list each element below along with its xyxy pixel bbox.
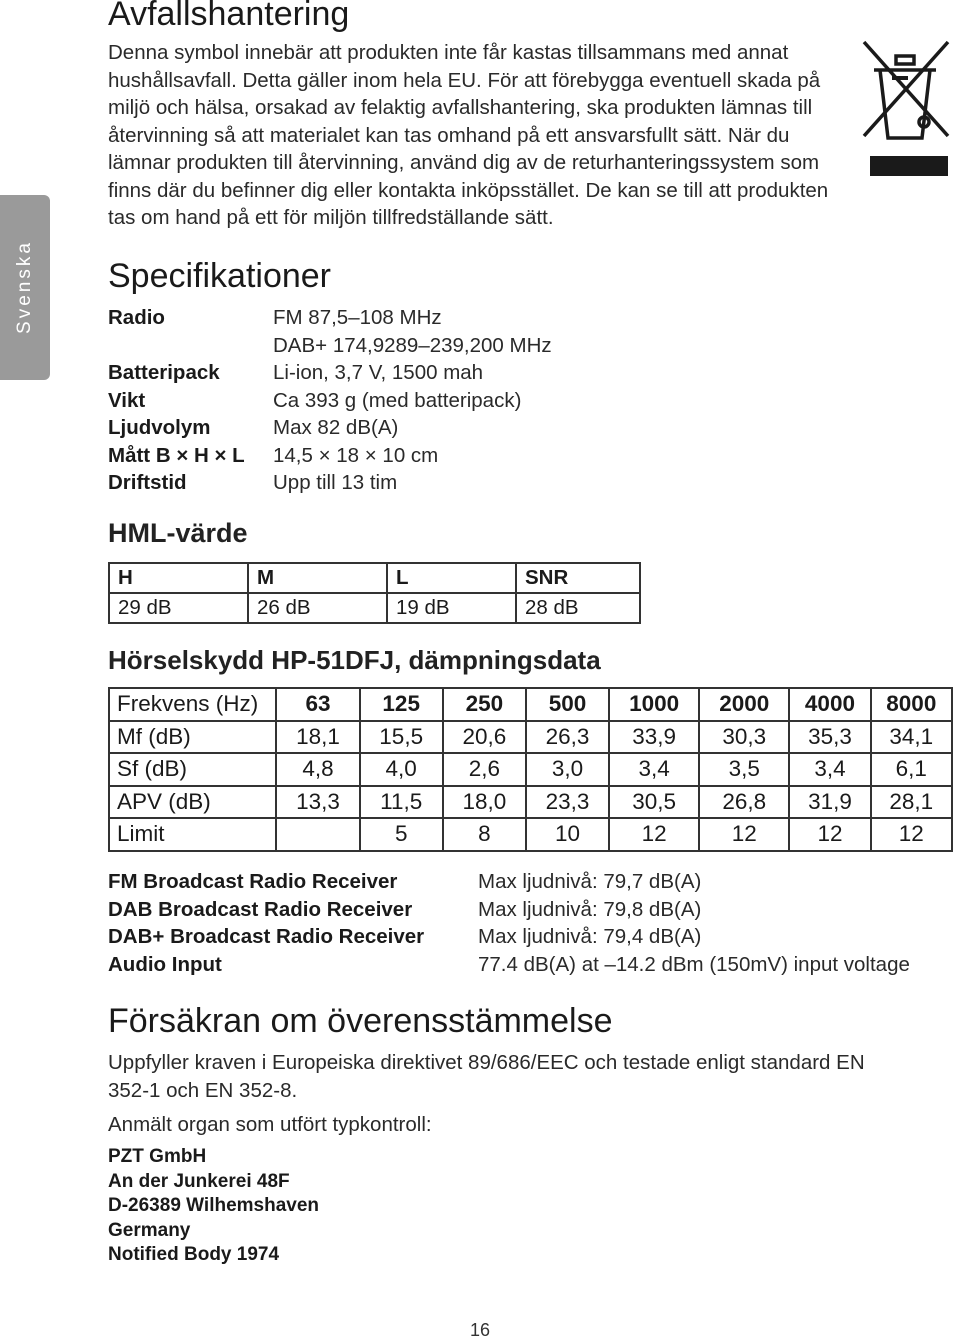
waste-heading: Avfallshantering [108, 0, 350, 33]
spec-key: Batteripack [108, 361, 220, 384]
receiver-key: FM Broadcast Radio Receiver [108, 870, 398, 893]
spec-value: 14,5 × 18 × 10 cm [273, 443, 439, 467]
spec-row [108, 442, 552, 470]
spec-row [108, 469, 552, 497]
spec-key: Ljudvolym [108, 416, 211, 439]
table-cell: 12 [609, 818, 699, 851]
receiver-row [108, 896, 910, 924]
receiver-row [108, 951, 910, 979]
hml-header-cell: SNR [516, 563, 640, 593]
address-line: Germany [108, 1219, 191, 1241]
table-cell: 28,1 [871, 786, 952, 819]
receiver-row [108, 923, 910, 951]
attenuation-row-label: APV (dB) [109, 786, 276, 819]
notified-body-address [108, 1145, 319, 1268]
hml-header-cell: M [248, 563, 387, 593]
receiver-key: Audio Input [108, 952, 222, 976]
table-cell: 500 [526, 688, 609, 721]
table-row [109, 563, 640, 593]
receiver-value: 77.4 dB(A) at –14.2 dBm (150mV) input voltage [478, 952, 910, 976]
spec-value: FM 87,5–108 MHz [273, 306, 442, 329]
table-row [109, 753, 952, 786]
table-row [109, 786, 952, 819]
receiver-row [108, 868, 910, 896]
attenuation-heading: Hörselskydd HP-51DFJ, dämpningsdata [108, 645, 601, 675]
table-cell: 30,5 [609, 786, 699, 819]
table-cell: 8000 [871, 688, 952, 721]
table-cell: 12 [699, 818, 789, 851]
table-row [109, 818, 952, 851]
spec-value: Li-ion, 3,7 V, 1500 mah [273, 361, 484, 384]
hml-value-cell: 29 dB [109, 593, 248, 623]
spec-key: Mått B × H × L [108, 443, 245, 467]
table-cell: 4,0 [360, 753, 443, 786]
table-cell: 18,1 [276, 721, 359, 754]
table-cell: 3,0 [526, 753, 609, 786]
receiver-list [108, 868, 910, 978]
hml-table [108, 562, 641, 624]
table-cell: 26,3 [526, 721, 609, 754]
table-cell: 4000 [789, 688, 870, 721]
spec-row [108, 414, 552, 442]
waste-paragraph: Denna symbol innebär att produkten inte får kastas tillsammans med annat hushållsavfall. Detta gäller inom hela EU. För att förebygga eventuell skada på miljö och hälsa, orsakad av felaktig avfallshantering, ska produkten lämnas till återvinning så att materialet kan tas omhand på ett ansvarsfullt sätt. När du lämnar produkten till återvinning, använd dig av de returhanteringssystem som finns där du befinner dig eller kontakta inköpsstället. De kan se till att produkten tas om hand på ett för miljön tillfredställande sätt. [108, 41, 829, 229]
table-cell: 20,6 [443, 721, 526, 754]
page-number: 16 [469, 1320, 491, 1340]
hml-heading: HML-värde [108, 518, 248, 548]
table-cell: 3,4 [789, 753, 870, 786]
table-cell: 15,5 [360, 721, 443, 754]
receiver-value: Max ljudnivå: 79,4 dB(A) [478, 925, 702, 948]
attenuation-row-label: Limit [109, 818, 276, 851]
spec-row [108, 304, 552, 332]
table-cell: 2,6 [443, 753, 526, 786]
table-cell: 13,3 [276, 786, 359, 819]
specs-list [108, 304, 552, 497]
spec-value: Max 82 dB(A) [273, 416, 399, 439]
attenuation-table [108, 687, 953, 852]
table-cell: 8 [443, 818, 526, 851]
address-line: PZT GmbH [108, 1146, 207, 1167]
spec-key: Vikt [108, 388, 146, 412]
table-cell: 4,8 [276, 753, 359, 786]
conformity-paragraph: Uppfyller kraven i Europeiska direktivet 89/686/EEC och testade enligt standard EN 352-1 och EN 352-8. [108, 1051, 865, 1102]
receiver-value: Max ljudnivå: 79,7 dB(A) [478, 870, 702, 893]
table-cell: 63 [276, 688, 359, 721]
table-cell: 30,3 [699, 721, 789, 754]
language-tab-label: Svenska [14, 240, 35, 334]
table-cell: 5 [360, 818, 443, 851]
weee-crossed-bin-icon [862, 38, 952, 178]
table-cell: 10 [526, 818, 609, 851]
table-cell: 125 [360, 688, 443, 721]
table-cell: 12 [871, 818, 952, 851]
address-line: D-26389 Wilhemshaven [108, 1195, 320, 1216]
table-cell: 3,4 [609, 753, 699, 786]
language-tab [0, 195, 50, 380]
table-cell: 23,3 [526, 786, 609, 819]
table-cell: 26,8 [699, 786, 789, 819]
table-cell: 31,9 [789, 786, 870, 819]
attenuation-row-label: Sf (dB) [109, 753, 276, 786]
table-cell: 11,5 [360, 786, 443, 819]
table-cell [276, 818, 359, 851]
attenuation-row-label: Frekvens (Hz) [109, 688, 276, 721]
table-cell: 6,1 [871, 753, 952, 786]
spec-value: Ca 393 g (med batteripack) [273, 388, 522, 412]
hml-header-cell: H [109, 563, 248, 593]
table-cell: 1000 [609, 688, 699, 721]
conformity-heading: Försäkran om överensstämmelse [108, 1002, 613, 1040]
spec-value: Upp till 13 tim [273, 471, 398, 494]
receiver-value: Max ljudnivå: 79,8 dB(A) [478, 897, 702, 921]
address-line: Notified Body 1974 [108, 1244, 280, 1265]
table-row [109, 593, 640, 623]
table-cell: 250 [443, 688, 526, 721]
table-cell: 33,9 [609, 721, 699, 754]
receiver-key: DAB Broadcast Radio Receiver [108, 897, 413, 921]
spec-key: Radio [108, 306, 165, 329]
hml-value-cell: 19 dB [387, 593, 516, 623]
table-cell: 3,5 [699, 753, 789, 786]
specs-heading: Specifikationer [108, 257, 332, 295]
receiver-key: DAB+ Broadcast Radio Receiver [108, 925, 425, 948]
spec-row [108, 332, 552, 360]
spec-value: DAB+ 174,9289–239,200 MHz [273, 333, 552, 357]
table-row [109, 721, 952, 754]
spec-key: Driftstid [108, 471, 187, 494]
table-cell: 2000 [699, 688, 789, 721]
address-line: An der Junkerei 48F [108, 1170, 290, 1192]
table-cell: 18,0 [443, 786, 526, 819]
spec-row [108, 387, 552, 415]
table-row [109, 688, 952, 721]
table-cell: 12 [789, 818, 870, 851]
attenuation-row-label: Mf (dB) [109, 721, 276, 754]
hml-header-cell: L [387, 563, 516, 593]
notified-body-label: Anmält organ som utfört typkontroll: [108, 1113, 432, 1136]
table-cell: 35,3 [789, 721, 870, 754]
hml-value-cell: 28 dB [516, 593, 640, 623]
table-cell: 34,1 [871, 721, 952, 754]
hml-value-cell: 26 dB [248, 593, 387, 623]
spec-row [108, 359, 552, 387]
